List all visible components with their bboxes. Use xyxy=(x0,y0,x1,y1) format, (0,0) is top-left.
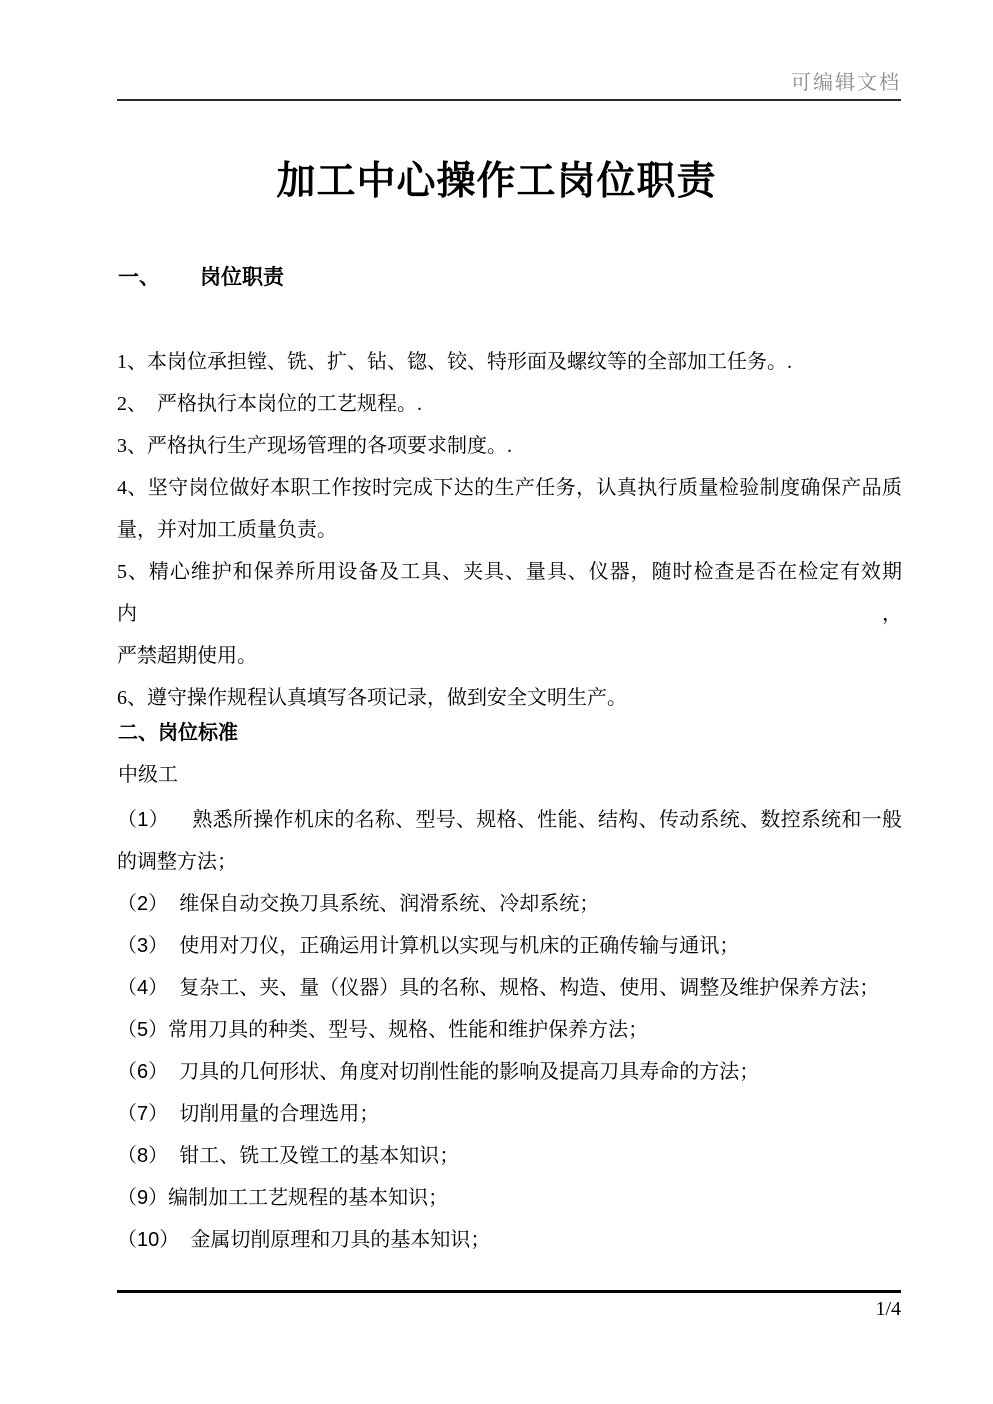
page-number: 1/4 xyxy=(875,1298,901,1320)
standard-line-1b: 的调整方法； xyxy=(117,851,237,873)
standards-list xyxy=(117,799,902,1261)
header-divider xyxy=(117,99,901,101)
standard-line-5: （5）常用刀具的种类、型号、规格、性能和维护保养方法； xyxy=(117,1019,649,1041)
grade-label: 中级工 xyxy=(118,764,178,786)
editable-doc-watermark: 可编辑文档 xyxy=(791,72,901,94)
duty-line-2: 2、 严格执行本岗位的工艺规程。. xyxy=(117,393,422,415)
footer-divider xyxy=(117,1290,901,1293)
standard-line-6: （6） 刀具的几何形状、角度对切削性能的影响及提高刀具寿命的方法； xyxy=(117,1061,760,1083)
section-2-heading: 二、岗位标准 xyxy=(118,722,238,744)
page-title: 加工中心操作工岗位职责 xyxy=(276,160,717,203)
standard-line-3: （3） 使用对刀仪，正确运用计算机以实现与机床的正确传输与通讯； xyxy=(117,935,740,957)
standard-line-2: （2） 维保自动交换刀具系统、润滑系统、冷却系统； xyxy=(117,893,600,915)
section-1-number: 一、 xyxy=(118,265,160,289)
section-1-title: 岗位职责 xyxy=(200,265,284,289)
standard-line-10: （10） 金属切削原理和刀具的基本知识； xyxy=(117,1229,491,1251)
section-1-heading xyxy=(118,260,284,294)
duties-list xyxy=(117,341,902,719)
duty-line-3: 3、严格执行生产现场管理的各项要求制度。. xyxy=(117,435,512,457)
duty-line-5a: 5、精心维护和保养所用设备及工具、夹具、量具、仪器，随时检查是否在检定有效期内， xyxy=(117,561,902,625)
standard-line-1a: （1） 熟悉所操作机床的名称、型号、规格、性能、结构、传动系统、数控系统和一般 xyxy=(117,809,902,831)
duty-line-6: 6、遵守操作规程认真填写各项记录，做到安全文明生产。 xyxy=(117,687,627,709)
duty-line-4a: 4、坚守岗位做好本职工作按时完成下达的生产任务，认真执行质量检验制度确保产品质 xyxy=(117,477,902,499)
standard-line-7: （7） 切削用量的合理选用； xyxy=(117,1103,380,1125)
duty-line-5b: 严禁超期使用。 xyxy=(117,645,257,667)
duty-line-4b: 量，并对加工质量负责。 xyxy=(117,519,337,541)
standard-line-4: （4） 复杂工、夹、量（仪器）具的名称、规格、构造、使用、调整及维护保养方法； xyxy=(117,977,880,999)
duty-line-1: 1、本岗位承担镗、铣、扩、钻、锪、铰、特形面及螺纹等的全部加工任务。. xyxy=(117,351,792,373)
standard-line-8: （8） 钳工、铣工及镗工的基本知识； xyxy=(117,1145,460,1167)
standard-line-9: （9）编制加工工艺规程的基本知识； xyxy=(117,1187,449,1209)
